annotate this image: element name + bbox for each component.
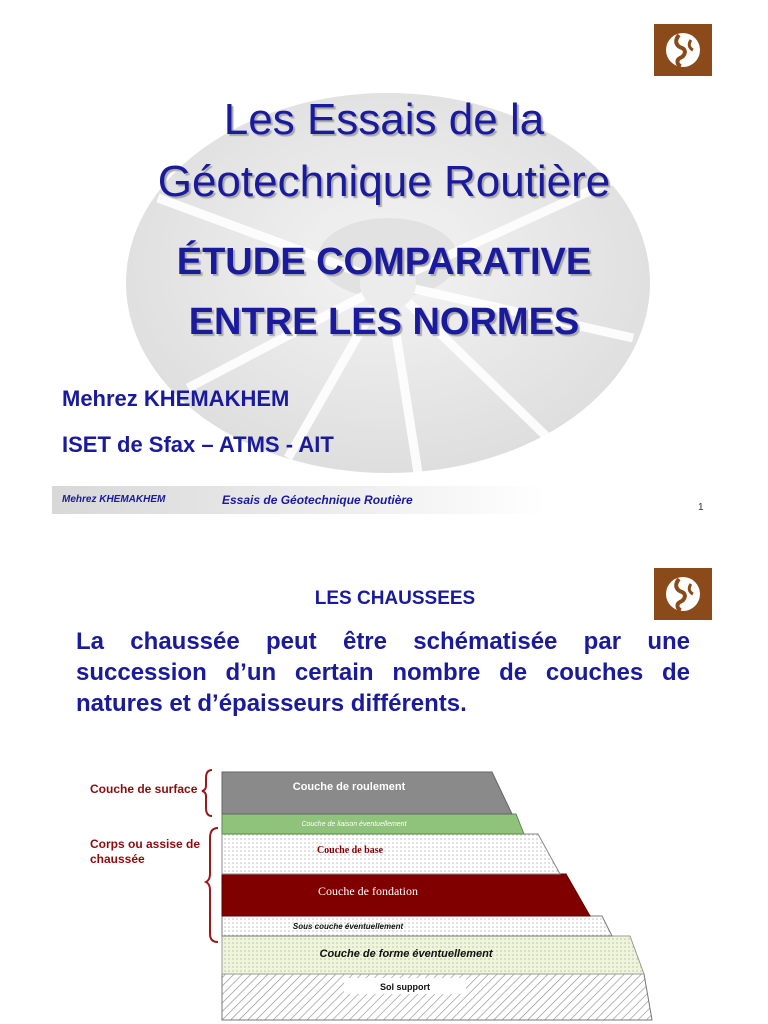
label-corps-line-2: chaussée <box>90 852 145 866</box>
layer-base-label: Couche de base <box>316 845 384 856</box>
slide-2 <box>0 548 768 1024</box>
footer-author: Mehrez KHEMAKHEM <box>62 494 166 505</box>
footer-course: Essais de Géotechnique Routière <box>222 493 413 507</box>
layer-roulement-label: Couche de roulement <box>292 781 406 793</box>
label-corps-line-1: Corps ou assise de <box>90 837 201 851</box>
layer-sol-label: Sol support <box>380 982 430 992</box>
layer-sous-couche-label: Sous couche éventuellement <box>292 922 404 931</box>
body-text: La chaussée peut être schématisée par une succession d’un certain nombre de couches de natures et d’épaisseurs différents. <box>76 628 690 717</box>
layer-forme-label: Couche de forme éventuellement <box>319 948 493 960</box>
layer-couche-base <box>222 834 560 874</box>
title-line-2: Géotechnique Routière <box>157 157 611 206</box>
layer-sous-couche <box>222 916 612 936</box>
layer-couche-roulement <box>222 772 512 814</box>
institution: ISET de Sfax – ATMS - AIT <box>62 432 334 457</box>
title-line-1: Les Essais de la <box>223 95 545 144</box>
brace-surface-icon <box>202 770 212 816</box>
page-number: 1 <box>698 502 704 513</box>
pavement-layers-diagram <box>0 758 768 1024</box>
footer-bar <box>52 486 546 514</box>
subtitle-line-2: ENTRE LES NORMES <box>188 301 580 343</box>
author-name: Mehrez KHEMAKHEM <box>62 386 290 411</box>
layer-fondation-label: Couche de fondation <box>318 884 418 898</box>
label-couche-surface: Couche de surface <box>90 782 198 796</box>
section-title: LES CHAUSSEES <box>314 588 476 609</box>
brace-corps-icon <box>206 828 218 942</box>
subtitle-line-1: ÉTUDE COMPARATIVE <box>176 241 592 283</box>
logo-icon <box>654 24 712 76</box>
layer-liaison-label: Couche de liaison éventuellement <box>301 821 407 828</box>
